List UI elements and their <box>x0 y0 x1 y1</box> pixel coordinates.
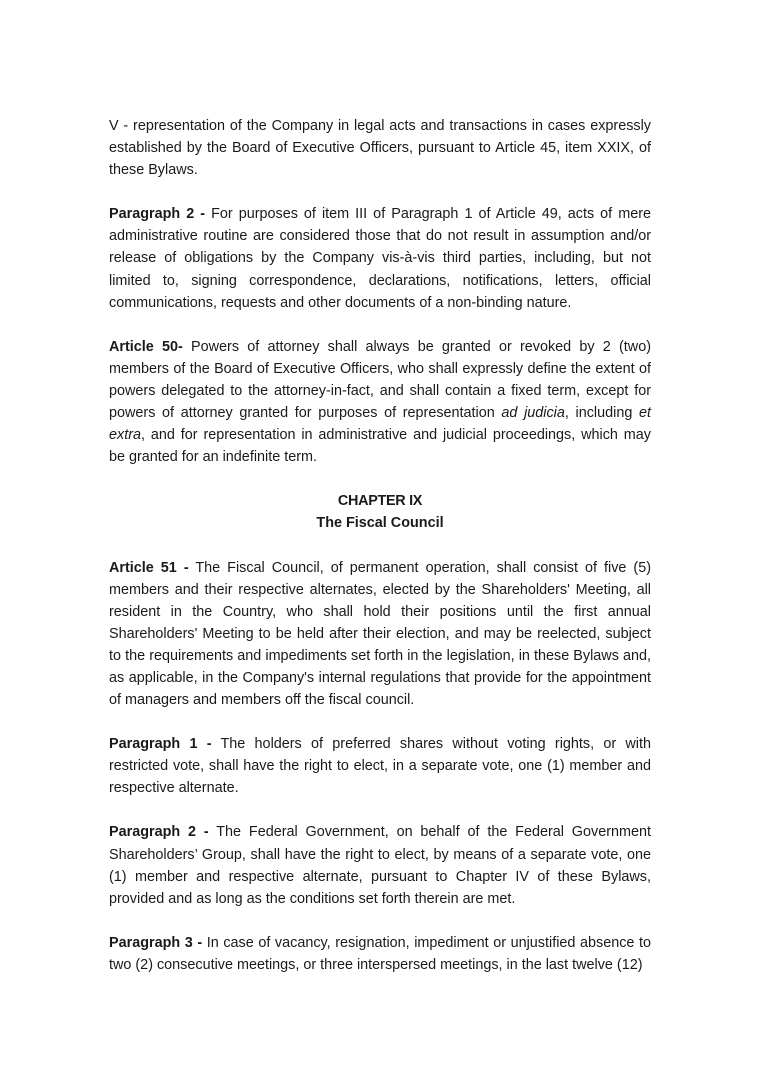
paragraph-label: Paragraph 2 - <box>109 824 209 841</box>
paragraph-text: The holders of preferred shares without voting rights, or with restricted vote, shall have the right to elect, in a separate vote, one (1) member and respective alternate. <box>109 736 651 797</box>
chapter-heading <box>109 490 651 534</box>
paragraph-3-article-51 <box>109 932 651 976</box>
chapter-title: The Fiscal Council <box>316 515 444 532</box>
article-text: , including <box>564 405 639 422</box>
paragraph-label: Paragraph 3 - <box>109 934 203 951</box>
article-label: Article 50- <box>109 338 183 355</box>
item-v-text: V - representation of the Company in legal acts and transactions in cases expressly established by the Board of Executive Officers, pursuant to Article 45, item XXIX, of these Bylaws. <box>109 118 651 179</box>
paragraph-1-article-51 <box>109 733 651 799</box>
paragraph-text: The Federal Government, on behalf of the Federal Government Shareholders’ Group, shall have the right to elect, by means of a separate vote, one (1) member and respective alternate, pursuant to Chapter IV of these Bylaws, provided and as long as the conditions set forth therein are met. <box>109 824 651 907</box>
article-text: Powers of attorney shall always be granted or revoked by 2 (two) members of the Board of Executive Officers, who shall expressly define the extent of powers delegated to the attorney-in-fact, and shall contain a fixed term, except for powers of attorney granted for purposes of representation <box>109 338 651 422</box>
latin-term-ad-judicia: ad judicia <box>501 405 565 422</box>
document-page <box>109 115 651 976</box>
chapter-number: CHAPTER IX <box>337 493 423 510</box>
article-text: , and for representation in administrative and judicial proceedings, which may be granted for an indefinite term. <box>109 427 651 466</box>
paragraph-2-article-51 <box>109 821 651 909</box>
article-50 <box>109 336 651 469</box>
paragraph-label: Paragraph 2 - <box>109 206 206 223</box>
latin-term-et-extra: et extra <box>109 405 651 444</box>
paragraph-text: For purposes of item III of Paragraph 1 of Article 49, acts of mere administrative routine are considered those that do not result in assumption and/or release of obligations by the Company vis-à-vis third parties, including, but not limited to, signing correspondence, declarations, notifications, letters, official communications, requests and other documents of a non-binding nature. <box>109 206 651 311</box>
article-label: Article 51 - <box>109 559 189 576</box>
paragraph-2-article-49 <box>109 203 651 313</box>
paragraph-text: In case of vacancy, resignation, impediment or unjustified absence to two (2) consecutive meetings, or three interspersed meetings, in the last twelve (12) <box>109 934 651 973</box>
paragraph-label: Paragraph 1 - <box>109 736 212 753</box>
item-v-paragraph <box>109 115 651 181</box>
article-text: The Fiscal Council, of permanent operation, shall consist of five (5) members and their respective alternates, elected by the Shareholders' Meeting, all resident in the Country, who shall hold their positions until the first annual Shareholders' Meeting to be held after their election, and may be reelected, subject to the requirements and impediments set forth in the legislation, in these Bylaws and, as applicable, in the Company's internal regulations that provide for the appointment of managers and members off the fiscal council. <box>109 559 651 709</box>
article-51 <box>109 557 651 712</box>
